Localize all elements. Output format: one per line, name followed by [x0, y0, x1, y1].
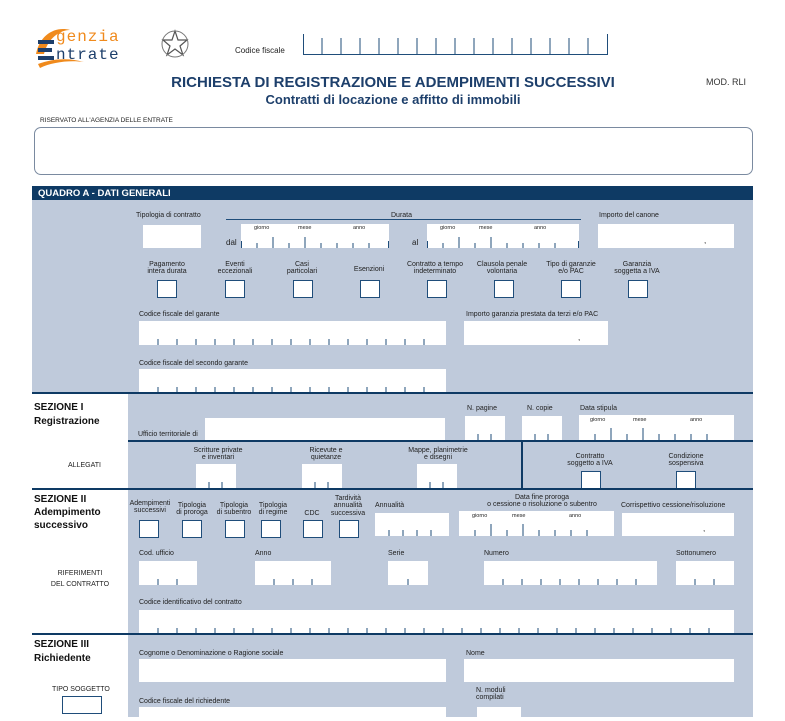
dal-ticks: [241, 224, 389, 248]
mappe-ticks: [417, 464, 457, 488]
allegati-divider: [128, 440, 753, 442]
esenzioni-label: Esenzioni: [353, 266, 385, 273]
cf-richiedente-field[interactable]: [139, 707, 446, 721]
ricevute-ticks: [302, 464, 342, 488]
n-pagine-label: N. pagine: [467, 405, 497, 412]
numero-label: Numero: [484, 550, 509, 557]
sez3-title: SEZIONE III: [34, 639, 90, 650]
durata-bracket: [226, 219, 581, 220]
ricevute-field[interactable]: [302, 464, 342, 488]
sez1-title: SEZIONE I: [34, 402, 84, 413]
cf-garante-field[interactable]: [139, 321, 446, 345]
cf-richiedente-label: Codice fiscale del richiedente: [139, 698, 231, 705]
casi-checkbox[interactable]: [293, 280, 313, 298]
pagamento-checkbox[interactable]: [157, 280, 177, 298]
sez1-divider: [32, 392, 753, 394]
anno-ticks: [255, 561, 331, 585]
eventi-checkbox[interactable]: [225, 280, 245, 298]
al-label: al: [412, 238, 419, 247]
garanzia-iva-checkbox[interactable]: [628, 280, 648, 298]
fine-anno-label: anno: [569, 513, 582, 519]
contratto-tempo-label: Contratto a tempo indeterminato: [406, 261, 464, 276]
cdc-checkbox[interactable]: [303, 520, 323, 538]
al-date-field[interactable]: [427, 224, 579, 248]
sez2-title: SEZIONE II: [34, 494, 87, 505]
tipo-garanzie-label: Tipo di garanzie e/o PAC: [546, 261, 596, 276]
quadro-a-header-bar: [32, 186, 753, 200]
cod-ufficio-label: Cod. ufficio: [139, 550, 174, 557]
scritture-field[interactable]: [196, 464, 236, 488]
numero-ticks: [484, 561, 657, 585]
ufficio-label: Ufficio territoriale di: [138, 431, 198, 438]
dal-giorno-label: giorno: [254, 225, 270, 231]
cod-identificativo-label: Codice identificativo del contratto: [139, 599, 242, 606]
republic-emblem-icon: [160, 28, 190, 62]
tip-subentro-field[interactable]: [225, 520, 245, 538]
serie-ticks: [388, 561, 428, 585]
casi-label: Casi particolari: [286, 261, 318, 276]
importo-garanzia-label: Importo garanzia prestata da terzi e/o PAC: [466, 311, 599, 318]
nome-field[interactable]: [464, 659, 734, 682]
corrispettivo-field[interactable]: [622, 513, 734, 536]
fine-ticks: [459, 511, 614, 536]
fine-giorno-label: giorno: [472, 513, 488, 519]
sottonumero-ticks: [676, 561, 734, 585]
annualita-ticks: [375, 513, 449, 536]
al-mese-label: mese: [479, 225, 493, 231]
n-pagine-ticks: [465, 416, 505, 440]
data-fine-label: Data fine proroga o cessione o risoluzione o subentro: [487, 494, 597, 509]
condizione-checkbox[interactable]: [676, 471, 696, 489]
importo-canone-field[interactable]: [598, 224, 734, 248]
sez1-subtitle: Registrazione: [34, 416, 100, 427]
sez3-subtitle: Richiedente: [34, 653, 91, 664]
canone-comma: ,: [704, 236, 707, 245]
allegati-vertical-divider: [521, 442, 523, 488]
corrispettivo-label: Corrispettivo cessione/risoluzione: [621, 502, 726, 509]
data-stipula-label: Data stipula: [580, 405, 617, 412]
adempimenti-label: Adempimenti successivi: [129, 500, 171, 515]
tip-regime-field[interactable]: [261, 520, 281, 538]
serie-label: Serie: [388, 550, 405, 557]
logo-text-bottom: ntrate: [56, 46, 120, 64]
cf-secondo-garante-ticks: [139, 369, 446, 393]
allegati-label: ALLEGATI: [68, 462, 101, 469]
contratto-iva-label: Contratto soggetto a IVA: [567, 453, 613, 468]
serie-field[interactable]: [388, 561, 428, 585]
sez2-subtitle-2: successivo: [34, 520, 88, 531]
n-copie-label: N. copie: [527, 405, 553, 412]
mappe-field[interactable]: [417, 464, 457, 488]
dal-anno-label: anno: [353, 225, 366, 231]
scritture-ticks: [196, 464, 236, 488]
ricevute-label: Ricevute e quietanze: [309, 447, 343, 462]
al-anno-label: anno: [534, 225, 547, 231]
tip-subentro-label: Tipologia di subentro: [216, 502, 252, 517]
data-stipula-field[interactable]: [579, 415, 734, 440]
tip-proroga-label: Tipologia di proroga: [176, 502, 208, 517]
dal-mese-label: mese: [298, 225, 312, 231]
agency-logo: [34, 24, 190, 68]
tardivita-checkbox[interactable]: [339, 520, 359, 538]
codice-fiscale-field[interactable]: [303, 34, 608, 55]
garanzia-iva-label: Garanzia soggetta a IVA: [614, 261, 660, 276]
tip-proroga-field[interactable]: [182, 520, 202, 538]
n-moduli-label: N. moduli compilati: [476, 687, 506, 702]
data-fine-field[interactable]: [459, 511, 614, 536]
stipula-ticks: [579, 415, 734, 440]
corrispettivo-comma: ,: [703, 524, 706, 533]
al-ticks: [427, 224, 579, 248]
mappe-label: Mappe, planimetrie e disegni: [408, 447, 468, 462]
fine-mese-label: mese: [512, 513, 526, 519]
stipula-anno-label: anno: [690, 417, 703, 423]
sez2-subtitle-1: Adempimento: [34, 507, 101, 518]
tipologia-contratto-field[interactable]: [143, 225, 201, 248]
cf-garante-label: Codice fiscale del garante: [139, 311, 220, 318]
tipo-soggetto-label: TIPO SOGGETTO: [52, 686, 110, 693]
n-moduli-field[interactable]: [477, 707, 521, 721]
sottonumero-field[interactable]: [676, 561, 734, 585]
riferimenti-label: RIFERIMENTI DEL CONTRATTO: [50, 570, 110, 589]
n-copie-ticks: [522, 416, 562, 440]
contratto-iva-checkbox[interactable]: [581, 471, 601, 489]
condizione-label: Condizione sospensiva: [668, 453, 704, 468]
cdc-label: CDC: [304, 510, 320, 517]
n-pagine-field[interactable]: [465, 416, 505, 440]
tipo-garanzie-field[interactable]: [561, 280, 581, 298]
tipo-soggetto-field[interactable]: [62, 696, 102, 714]
tip-regime-label: Tipologia di regime: [258, 502, 288, 517]
importo-canone-label: Importo del canone: [599, 212, 659, 219]
eventi-label: Eventi eccezionali: [217, 261, 253, 276]
clausola-label: Clausola penale volontaria: [476, 261, 528, 276]
dal-date-field[interactable]: [241, 224, 389, 248]
model-code: MOD. RLI: [706, 77, 747, 87]
adempimenti-checkbox[interactable]: [139, 520, 159, 538]
sez2-divider: [32, 488, 753, 490]
n-copie-field[interactable]: [522, 416, 562, 440]
reserved-label: RISERVATO ALL'AGENZIA DELLE ENTRATE: [40, 117, 173, 124]
tipologia-contratto-label: Tipologia di contratto: [136, 212, 201, 219]
dal-label: dal: [226, 238, 237, 247]
anno-label: Anno: [255, 550, 272, 557]
anno-field[interactable]: [255, 561, 331, 585]
garanzia-comma: ,: [578, 333, 581, 342]
cf-garante-ticks: [139, 321, 446, 345]
durata-label: Durata: [391, 212, 413, 219]
cognome-label: Cognome o Denominazione o Ragione sociale: [139, 650, 284, 657]
logo-text-top: genzia: [56, 28, 120, 46]
page-subtitle: Contratti di locazione e affitto di immobili: [265, 92, 521, 107]
cf-secondo-garante-field[interactable]: [139, 369, 446, 393]
esenzioni-checkbox[interactable]: [360, 280, 380, 298]
nome-label: Nome: [466, 650, 485, 657]
ufficio-field[interactable]: [205, 418, 445, 440]
tardivita-label: Tardività annualità successiva: [330, 495, 366, 517]
cf-secondo-garante-label: Codice fiscale del secondo garante: [139, 360, 248, 367]
cod-identificativo-field[interactable]: [139, 610, 734, 634]
codice-fiscale-label: Codice fiscale: [235, 46, 285, 55]
numero-field[interactable]: [484, 561, 657, 585]
annualita-field[interactable]: [375, 513, 449, 536]
cod-ufficio-ticks: [139, 561, 197, 585]
contratto-tempo-checkbox[interactable]: [427, 280, 447, 298]
codice-fiscale-ticks: [303, 34, 608, 54]
importo-garanzia-field[interactable]: [464, 321, 608, 345]
cognome-field[interactable]: [139, 659, 446, 682]
al-giorno-label: giorno: [440, 225, 456, 231]
annualita-label: Annualità: [375, 502, 405, 509]
cod-identificativo-ticks: [139, 610, 734, 634]
clausola-checkbox[interactable]: [494, 280, 514, 298]
quadro-a-title: QUADRO A - DATI GENERALI: [38, 188, 171, 199]
reserved-box: [34, 127, 753, 175]
stipula-giorno-label: giorno: [590, 417, 606, 423]
scritture-label: Scritture private e inventari: [193, 447, 243, 462]
sez3-divider: [32, 633, 753, 635]
page-title: RICHIESTA DI REGISTRAZIONE E ADEMPIMENTI SUCCESSIVI: [171, 74, 615, 91]
stipula-mese-label: mese: [633, 417, 647, 423]
pagamento-label: Pagamento intera durata: [147, 261, 187, 276]
sottonumero-label: Sottonumero: [676, 550, 717, 557]
cod-ufficio-field[interactable]: [139, 561, 197, 585]
